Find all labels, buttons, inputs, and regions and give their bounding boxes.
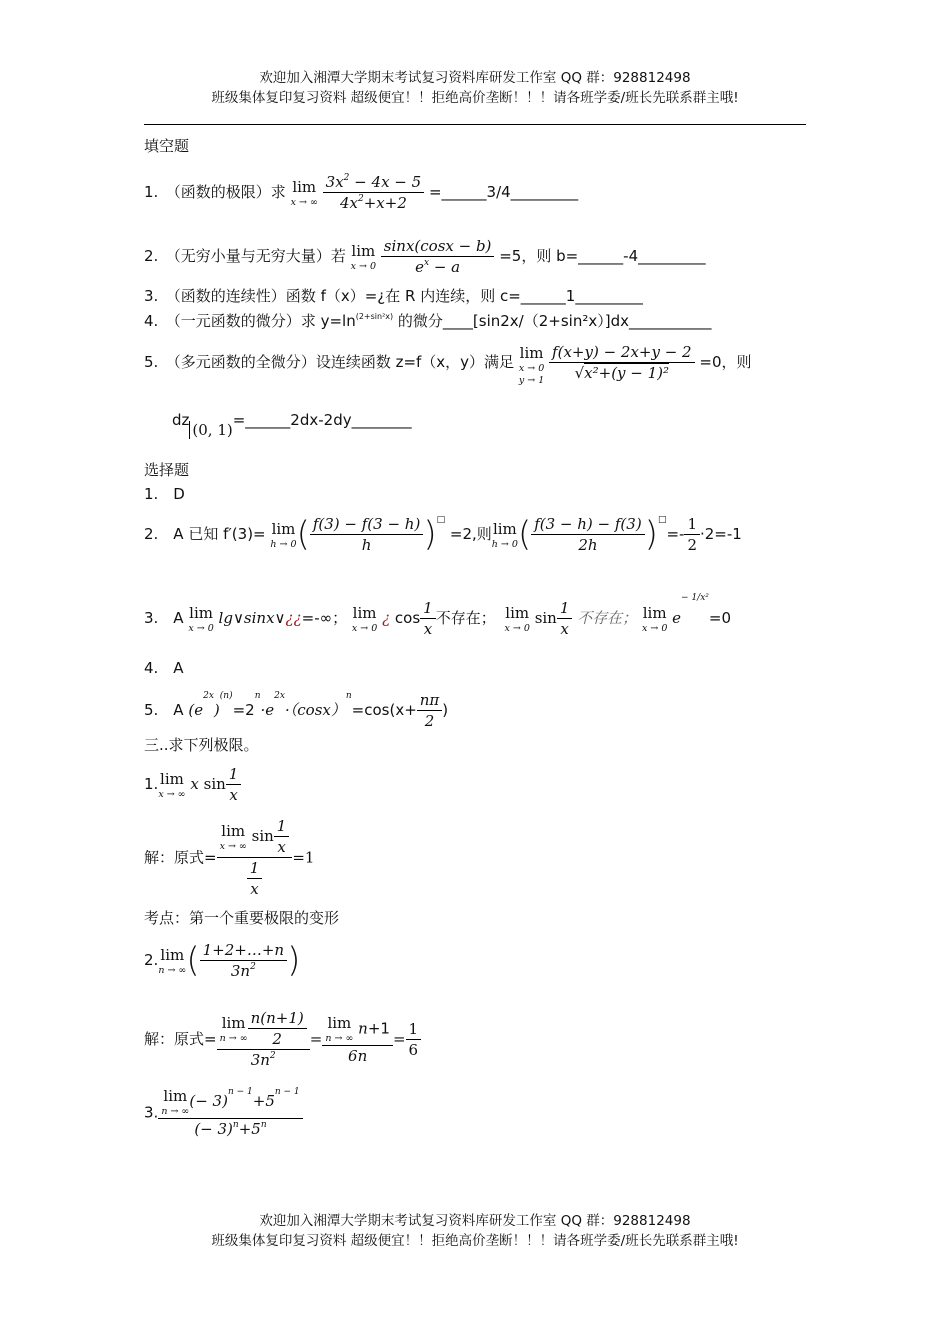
header-line-1: 欢迎加入湘潭大学期末考试复习资料库研发工作室 QQ 群：928812498 [259,70,691,86]
choice-a4: 4. A [144,659,184,677]
choice-a5-frac: $\frac{n\pi}{2}$ [417,690,443,731]
choice-a5: 5. A $(e^{2x})^{(n)}=2^n\cdot e^{2x}\cdot(\cos x)^n=\cos(x+$ $\frac{n\pi}{2}$ ) [144,691,449,730]
choice-a2: 2. A 已知 f′(3)= lim h → 0 ( $\frac{f(3) - f(3 - h)}{h}$ )□ =2,则lim h → 0 ( $\frac{f(3 - h) - f(3)}{2h}$ )□=- $\frac{1}{2}$ ·2=-1 [144,514,742,555]
paren-close: ) [644,514,658,555]
fill-q3: 3. （函数的连续性）函数 f（x）=¿在 R 内连续，则 c=______1_________ [144,287,643,305]
choice-a3-exp: $e^{- 1/x^2}$ [672,593,709,627]
paren-close: ) [423,514,437,555]
limit-symbol: lim x → 0 [641,603,668,634]
fill-q1-answer: =______3/4_________ [428,183,579,201]
fill-q5-line2 [172,410,412,439]
paren-close: ) [287,940,301,981]
limits-p2-label: 2. [144,951,159,969]
fill-q4-sup: (2+sin²x) [355,312,394,321]
choice-a3 [144,593,732,639]
header-divider [144,124,806,125]
limits-p3-label: 3. [144,1103,159,1122]
limit-symbol: lim n → ∞ [158,945,187,976]
fill-q5-fraction: $\frac{f(x+y) - 2x+y - 2}{\text{√x²+(y − 1)²}}$ [549,342,695,383]
fill-q1 [144,172,578,213]
fill-q5-dz: dz [172,411,190,429]
choice-a5-prefix: 5. A [144,701,184,719]
limits-p1-sol-prefix: 解：原式= [144,848,217,867]
fill-q5-suffix: =0，则 [699,353,752,371]
choice-a2-tail: ·2=-1 [699,525,742,543]
limits-p3-frac: lim n → ∞ (− $3)^{n - 1}+5^{n - 1}$ (− $3)^n+5^n$ [158,1086,302,1139]
fill-q4-answer: 的微分____[sin2x/（2+sin²x）]dx___________ [397,312,712,330]
choice-a2-mid: =2,则 [449,525,492,543]
choice-a5-cos: （cosx） [289,701,346,719]
limit-symbol: lim x → 0 [351,603,378,634]
choice-a3-grey: 不存在； [577,609,638,627]
choice-a5-expr: $(e^{2x})^{(n)}$ [188,691,233,719]
limit-symbol: lim h → 0 [491,519,518,550]
choice-a5-close: ) [442,701,449,719]
choice-a3-sin: sin [534,609,557,627]
limits-p2-frac: $\frac{1+2+\dots+n}{3n^2}$ [200,940,287,981]
choice-a3-frac2: $\frac{1}{x}$ [557,598,573,639]
choice-a3-cos: cos [394,609,421,627]
choice-a3-part1: =-∞； [301,609,348,627]
footer-line-2: 班级集体复印复习资料 超级便宜！！拒绝高价垄断！！！请各班学委/班长先联系群主哦! [211,1233,739,1249]
choice-a2-half: $\frac{1}{2}$ [684,514,700,555]
limits-p2-solution: 解：原式= lim n → ∞ $\frac{n(n+1)}{2}$ $3n^2$ = lim n → ∞ n+1 6n = $\frac{1}{6}$ [144,1008,421,1070]
fill-q2-prefix: 2. （无穷小量与无穷大量）若 [144,247,346,265]
choice-a3-notexist: 不存在； [435,609,496,627]
limits-p1: 1. lim x → ∞ x sin $\frac{1}{x}$ [144,764,241,805]
fill-q2 [144,236,706,277]
fill-q1-prefix: 1. （函数的极限）求 [144,183,286,201]
fill-q5-answer: =______2dx-2dy________ [232,411,412,429]
limits-p1-sol-frac: lim x → ∞ sin $\frac{1}{x}$ $\frac{1}{x}$ [217,816,293,899]
choice-a5-end: =cos(x+ [351,701,417,719]
choice-a2-fraction2: $\frac{f(3 - h) - f(3)}{2h}$ [531,514,644,555]
fill-q4 [144,311,711,331]
choice-a3-expr1: lg∨sinx∨¿¿ [218,609,302,627]
limit-symbol: lim x → 0 [350,241,377,272]
limits-heading: 三..求下列极限。 [144,736,259,754]
footer-line-1: 欢迎加入湘潭大学期末考试复习资料库研发工作室 QQ 群：928812498 [259,1213,691,1229]
limits-p2-sol-frac1: lim n → ∞ $\frac{n(n+1)}{2}$ $3n^2$ [217,1008,310,1070]
fill-heading: 填空题 [144,137,190,155]
fill-q1-fraction: $\frac{3x^2 - 4x - 5}{4x^2+x+2}$ [323,172,425,213]
choice-a1: 1. D [144,485,185,503]
paren-open: ( [517,514,532,555]
limit-symbol: lim x → ∞ [290,177,318,208]
limit-symbol: lim x → ∞ [158,769,186,800]
choice-a2-prefix: 2. A 已知 f′(3)= [144,525,266,543]
limits-p1-sol-end: =1 [292,848,315,867]
header-line-2: 班级集体复印复习资料 超级便宜！！拒绝高价垄断！！！请各班学委/班长先联系群主哦! [211,90,739,106]
limits-p1-label: 1. [144,775,159,793]
choice-a3-end: =0 [708,609,732,627]
limits-p1-note: 考点：第一个重要极限的变形 [144,909,340,927]
choice-a2-fraction1: $\frac{f(3) - f(3 - h)}{h}$ [310,514,423,555]
fill-q4-prefix: 4. （一元函数的微分）求 y=ln [144,312,356,330]
limits-p2 [144,940,300,981]
paren-open: ( [296,514,310,555]
limit-symbol: lim x → 0 y → 1 [518,344,545,386]
fill-q5-evalpoint: (0, 1) [189,421,232,439]
choice-a3-prefix: 3. A [144,609,184,627]
fill-q5 [144,342,752,387]
fill-q5-prefix: 5. （多元函数的全微分）设连续函数 z=f（x，y）满足 [144,353,515,371]
limits-p3 [144,1086,303,1139]
limits-p2-sol-result: $\frac{1}{6}$ [406,1019,422,1060]
limits-p1-frac: $\frac{1}{x}$ [226,764,242,805]
choice-heading: 选择题 [144,461,190,479]
choice-a3-frac1: $\frac{1}{x}$ [420,598,436,639]
choice-a3-glyph: ¿ [382,609,391,627]
limits-p2-sol-frac2: lim n → ∞ n+1 6n [322,1013,393,1066]
choice-a2-end: =- [666,525,685,543]
limit-symbol: lim x → 0 [188,603,214,634]
limit-symbol: lim h → 0 [270,519,297,550]
limits-p1-expr: x [190,775,199,793]
fill-q2-fraction: $\frac{\sin x(\cos x - b)}{e^x - a}$ [381,236,495,277]
paren-open: ( [186,940,200,981]
limits-p1-solution [144,816,314,899]
choice-a5-mid: =2 [232,701,255,719]
fill-q2-answer: =5，则 b=______-4_________ [499,247,706,265]
limit-symbol: lim x → 0 [504,603,530,634]
limits-p2-sol-prefix: 解：原式= [144,1030,217,1048]
